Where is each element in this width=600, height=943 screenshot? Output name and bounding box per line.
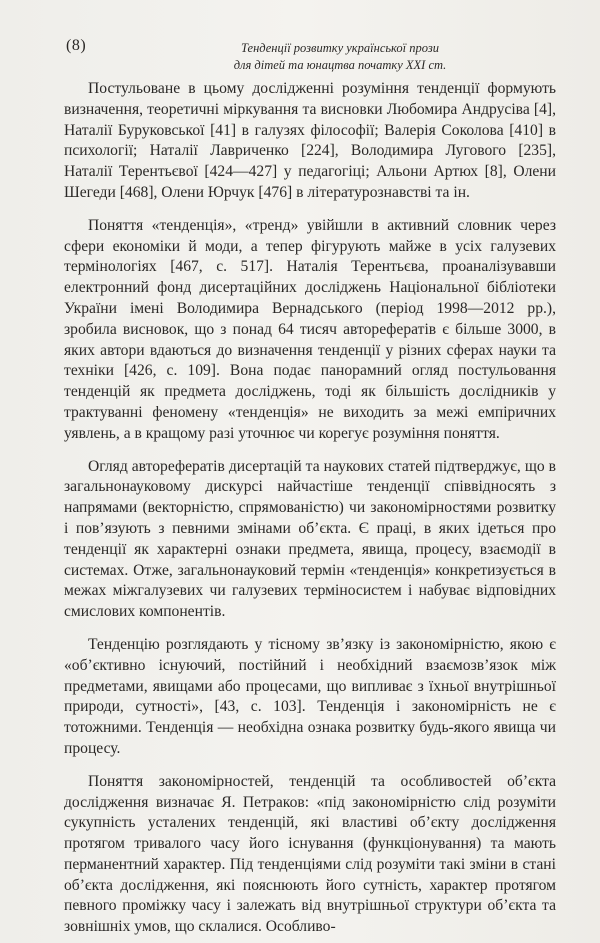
running-head-line-1: Тенденції розвитку української прози <box>241 41 439 55</box>
paragraph: Тенденцію розглядають у тісному зв’язку із закономірністю, якою є «об’єктивно існуючий, постійний і необхідний взаємозв’язок між предметами, явищами або процесами, що випливає з їхньої внутрішньої природи, сутності», [43, с. 103]. Тенденція і закономірність не є тотожними. Тенденція — необхідна ознака розвитку будь-якого явища чи процесу. <box>64 635 556 757</box>
body-text <box>64 79 556 938</box>
paragraph: Постульоване в цьому дослідженні розуміння тенденції формують визначення, теоретичні міркування та висновки Любомира Андрусіва [4], Наталії Буруковської [41] в галузях філософії; Валерія Соколова [410] в психології; Наталії Лавриченко [224], Володимира Лугового [235], Наталії Терентьєвої [424—427] у педагогіці; Альони Артюх [8], Олени Шегеди [468], Олени Юрчук [476] в літературознавстві та ін. <box>64 80 556 201</box>
running-head-line-2: для дітей та юнацтва початку XXI ст. <box>233 58 447 72</box>
paragraph: Поняття закономірностей, тенденцій та особливостей об’єкта дослідження визначає Я. Петраков: «під закономірністю слід розуміти сукупність усталених тенденцій, які властиві об’єкту дослідження протягом тривалого часу його існування (функціонування) та мають перманентний характер. Під тенденціями слід розуміти такі зміни в стані об’єкта дослідження, які пояснюють його сутність, характер протягом певного проміжку часу і залежать від внутрішньої структури об’єкта та зовнішніх умов, що склалися. Особливо- <box>64 772 556 936</box>
paragraph: Огляд авторефератів дисертацій та наукових статей підтверджує, що в загальнонауковому дискурсі найчастіше тенденції співвідносять з напрямами (векторністю, спрямованістю) чи закономірностями розвитку і пов’язують з певними змінами об’єкта. Є праці, в яких ідеться про тенденції як характерні ознаки предмета, явища, процесу, взаємодії в системах. Отже, загальнонауковий термін «тенденція» конкретизується в межах міжгалузевих чи галузевих терміносистем і набуває відповідних смислових компонентів. <box>64 457 556 621</box>
running-head <box>190 40 490 74</box>
page-number: (8) <box>66 37 87 54</box>
paragraph: Поняття «тенденція», «тренд» увійшли в активний словник через сфери економіки й моди, а тепер фігурують майже в усіх галузевих термінологіях [467, с. 517]. Наталія Терентьєва, проаналізувавши електронний фонд дисертаційних досліджень Національної бібліотеки України імені Володимира Вернадського (період 1998—2012 рр.), зробила висновок, що з понад 64 тисяч авторефератів є більше 3000, в яких автори вдаються до визначення тенденції у різних сферах науки та техніки [426, с. 109]. Вона подає панорамний огляд постульовання тенденцій як предмета досліджень, тоді як більшість дослідників у трактуванні феномену «тенденція» не виходить за межі емпіричних уявлень, а в кращому разі уточнює чи корегує розуміння поняття. <box>64 216 556 442</box>
